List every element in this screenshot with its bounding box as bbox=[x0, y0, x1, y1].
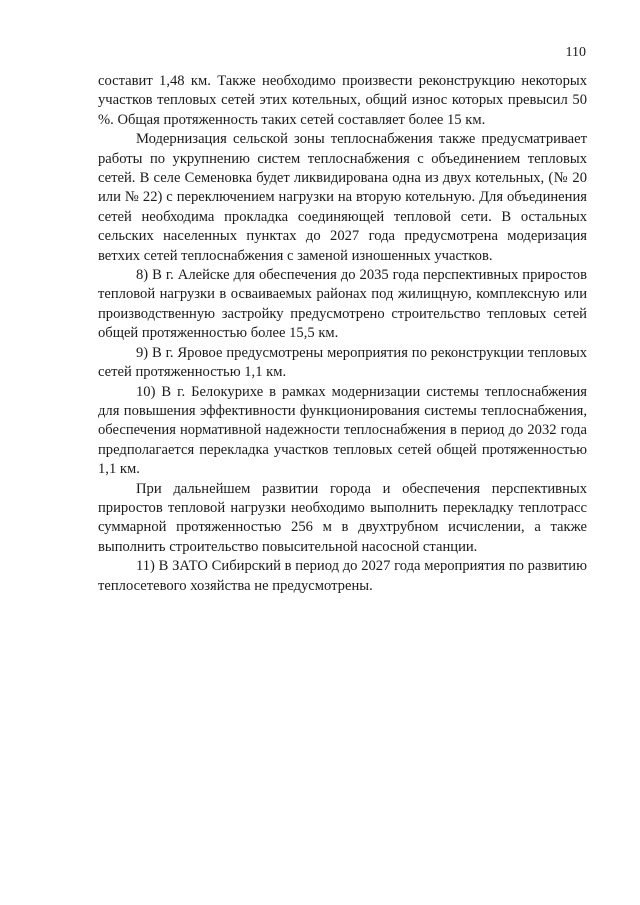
paragraph-item-8-aleysk: 8) В г. Алейске для обеспечения до 2035 года перспективных приростов тепловой нагрузки в осваиваемых районах под жилищную, комплексную или производственную застройку предусмотрено строительство тепловых сетей общей протяженностью более 15,5 км. bbox=[98, 267, 587, 342]
paragraph-item-9-yarovoe: 9) В г. Яровое предусмотрены мероприятия по реконструкции тепловых сетей протяженностью 1,1 км. bbox=[98, 344, 587, 381]
paragraph-continuation: составит 1,48 км. Также необходимо произвести реконструкцию некоторых участков тепловых сетей этих котельных, общий износ которых превысил 50 %. Общая протяженность таких сетей составляет более 15 км. bbox=[98, 73, 587, 128]
paragraph-further-development: При дальнейшем развитии города и обеспечения перспективных приростов тепловой нагрузки необходимо выполнить перекладку теплотрасс суммарной протяженностью 256 м в двухтрубном исчислении, а также выполнить строительство повысительной насосной станции. bbox=[98, 480, 587, 555]
paragraph-rural-modernization: Модернизация сельской зоны теплоснабжения также предусматривает работы по укрупнению систем теплоснабжения с объединением тепловых сетей. В селе Семеновка будет ликвидирована одна из двух котельных, (№ 20 или № 22) с переключением нагрузки на вторую котельную. Для объединения сетей необходима прокладка соединяющей тепловой сети. В остальных сельских населенных пунктах до 2027 года предусмотрена модеризация ветхих сетей теплоснабжения с заменой изношенных участков. bbox=[98, 131, 587, 264]
page-number: 110 bbox=[565, 45, 586, 60]
paragraph-item-10-belokurikha: 10) В г. Белокурихе в рамках модернизации системы теплоснабжения для повышения эффективности функционирования системы теплоснабжения, обеспечения нормативной надежности теплоснабжения в период до 2032 года предполагается перекладка участков тепловых сетей общей протяженностью 1,1 км. bbox=[98, 383, 587, 478]
paragraph-item-11-sibirsky: 11) В ЗАТО Сибирский в период до 2027 года мероприятия по развитию теплосетевого хозяйства не предусмотрены. bbox=[98, 558, 587, 594]
document-body bbox=[98, 72, 587, 596]
